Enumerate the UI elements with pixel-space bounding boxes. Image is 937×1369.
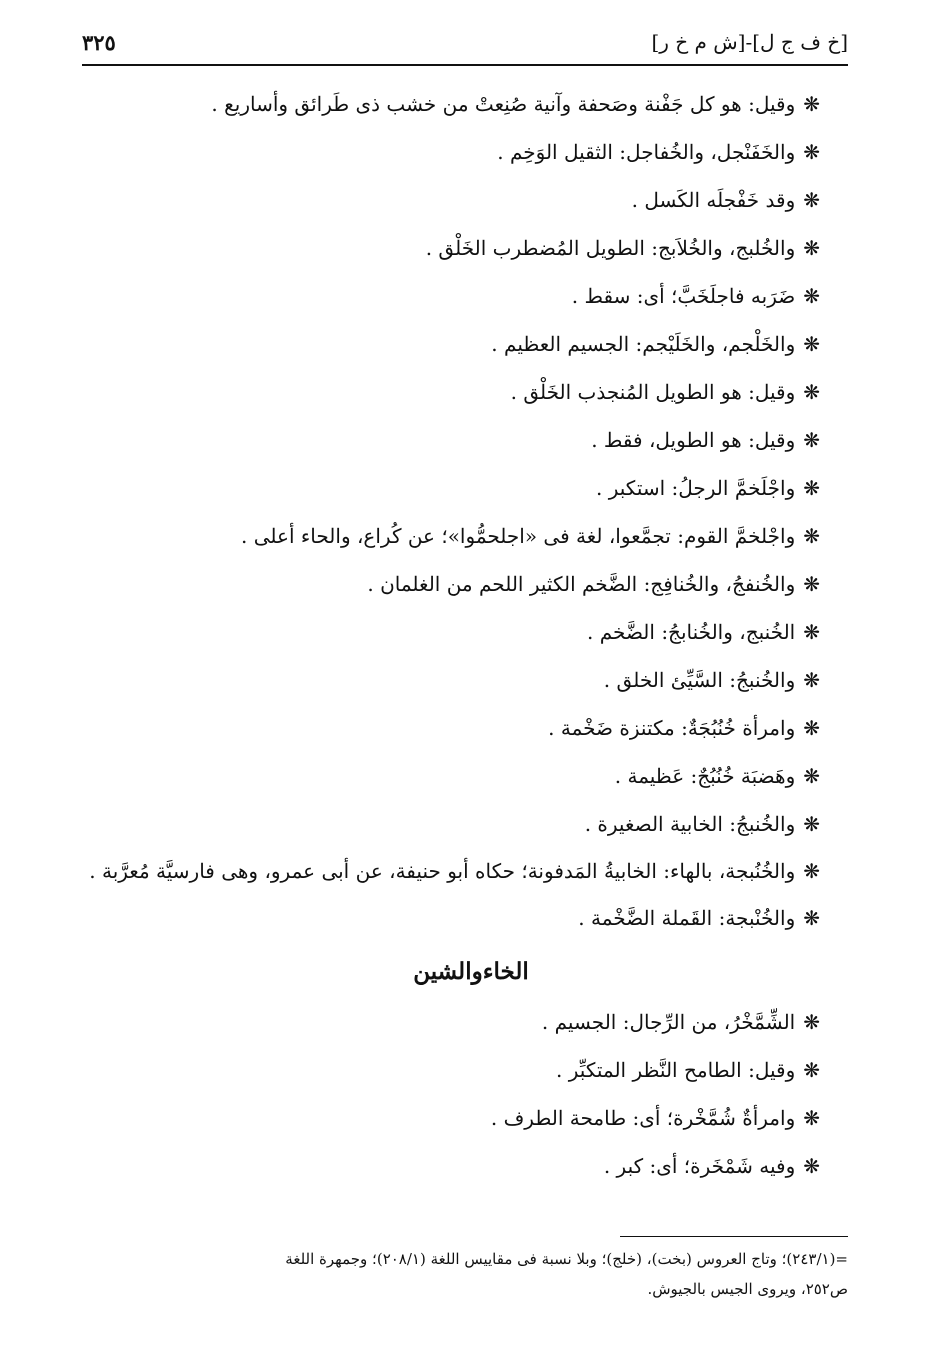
star-icon: ❋ xyxy=(803,140,820,164)
entry-text: والخُنْبجة: القَملة الضَّخْمة . xyxy=(578,906,796,930)
entry xyxy=(82,82,820,130)
entry-text: وقد خَفْجلَه الكَسل . xyxy=(631,188,796,212)
entry xyxy=(82,274,820,322)
star-icon: ❋ xyxy=(803,906,820,930)
star-icon: ❋ xyxy=(803,716,820,740)
entry xyxy=(82,896,820,944)
entry-text: وامرأةٌ شُمَّخْرة؛ أى: طامحة الطرف . xyxy=(490,1106,796,1130)
entry xyxy=(82,418,820,466)
star-icon: ❋ xyxy=(803,524,820,548)
entries-group-continued xyxy=(82,896,820,944)
entry-text: والخَلْجم، والخَلَيْجم: الجسيم العظيم . xyxy=(491,332,796,356)
entry-text: ضَرَبه فاجلَخَبَّ؛ أى: سقط . xyxy=(571,284,796,308)
entry-text: وامرأة خُنُبُجَةٌ: مكتنزة ضَخْمة . xyxy=(548,716,796,740)
star-icon: ❋ xyxy=(803,380,820,404)
entry-text: الخُنبج، والخُنابجُ: الضَّخم . xyxy=(587,620,796,644)
page-header xyxy=(82,26,848,62)
entry-wrapped xyxy=(82,850,820,892)
entry-text: وفيه شَمْخَرة؛ أى: كبر . xyxy=(603,1154,796,1178)
entry-text: والخُنفجُ، والخُنافِج: الضَّخم الكثير اللحم من الغلمان . xyxy=(367,572,796,596)
entries-group-kh-sh xyxy=(82,1000,820,1192)
entry xyxy=(82,178,820,226)
entry-text: وقيل: هو كل جَفْنة وصَحفة وآنية صُنِعتْ من خشب ذى طَرائق وأساريع . xyxy=(211,92,796,116)
entry-text: وقيل: هو الطويل المُنجذب الخَلْق . xyxy=(510,380,796,404)
star-icon: ❋ xyxy=(803,1154,820,1178)
entry-text: واجْلخمَّ القوم: تجمَّعوا، لغة فى «اجلحمُّوا»؛ عن كُراع، والحاء أعلى . xyxy=(241,524,796,548)
entry xyxy=(82,610,820,658)
entry xyxy=(82,1000,820,1048)
entry xyxy=(82,226,820,274)
entry xyxy=(82,802,820,850)
star-icon: ❋ xyxy=(803,332,820,356)
star-icon: ❋ xyxy=(803,572,820,596)
entry-text: والخُنبجُ: الخابية الصغيرة . xyxy=(584,812,796,836)
section-heading: الخاءوالشين xyxy=(413,958,529,985)
entry xyxy=(82,466,820,514)
star-icon: ❋ xyxy=(803,428,820,452)
star-icon: ❋ xyxy=(803,236,820,260)
entry xyxy=(82,754,820,802)
entry xyxy=(82,322,820,370)
entry xyxy=(82,130,820,178)
entry-text: والخُنبجُ: السَّيِّئ الخلق . xyxy=(603,668,796,692)
entry xyxy=(82,706,820,754)
star-icon: ❋ xyxy=(803,764,820,788)
header-root-range: [خ ف ج ل]-[ش م خ ر] xyxy=(651,30,848,54)
star-icon: ❋ xyxy=(803,1010,820,1034)
entry xyxy=(82,1048,820,1096)
entries-list xyxy=(82,82,820,1192)
star-icon: ❋ xyxy=(803,1058,820,1082)
star-icon: ❋ xyxy=(803,476,820,500)
footnote-line-1: =(٢٤٣/١)؛ وتاج العروس (بخت)، (خلج)؛ وبلا نسبة فى مقاييس اللغة (٢٠٨/١)؛ وجمهرة اللغة xyxy=(285,1250,848,1268)
star-icon: ❋ xyxy=(803,188,820,212)
star-icon: ❋ xyxy=(803,1106,820,1130)
entries-group-kh-f-j-l xyxy=(82,82,820,850)
entry-text: واجْلَخمَّ الرجلُ: استكبر . xyxy=(595,476,796,500)
entry-text: الشِّمَّخْرُ، من الرِّجال: الجسيم . xyxy=(541,1010,796,1034)
entry xyxy=(82,1096,820,1144)
entry-text: والخُلبج، والخُلاَبج: الطويل المُضطرب الخَلْق . xyxy=(425,236,796,260)
entry-text: والخُنُبجة، بالهاء: الخابيةُ المَدفونة؛ حكاه أبو حنيفة، عن أبى عمرو، وهى فارسيَّة مُعرَّبة . xyxy=(89,859,796,883)
footnote xyxy=(82,1244,848,1304)
star-icon: ❋ xyxy=(803,620,820,644)
header-rule xyxy=(82,64,848,66)
entry xyxy=(82,1144,820,1192)
star-icon: ❋ xyxy=(803,92,820,116)
entry xyxy=(82,658,820,706)
entry-text: وقيل: هو الطويل، فقط . xyxy=(591,428,796,452)
footnote-rule xyxy=(620,1236,848,1237)
star-icon: ❋ xyxy=(803,668,820,692)
star-icon: ❋ xyxy=(803,284,820,308)
entry xyxy=(82,514,820,562)
entry-text: وقيل: الطامح النَّظر المتكبِّر . xyxy=(556,1058,796,1082)
entry xyxy=(82,562,820,610)
star-icon: ❋ xyxy=(803,859,820,883)
entry xyxy=(82,370,820,418)
entry-text: والخَفَنْجل، والخُفاجل: الثقيل الوَخِم . xyxy=(497,140,796,164)
footnote-line-2: ص٢٥٢، ويروى الجيس بالجيوش. xyxy=(647,1280,848,1298)
page-number: ٣٢٥ xyxy=(82,30,116,55)
star-icon: ❋ xyxy=(803,812,820,836)
entry-text: وهَضبَة خُنُبُجٌ: عَظيمة . xyxy=(614,764,796,788)
